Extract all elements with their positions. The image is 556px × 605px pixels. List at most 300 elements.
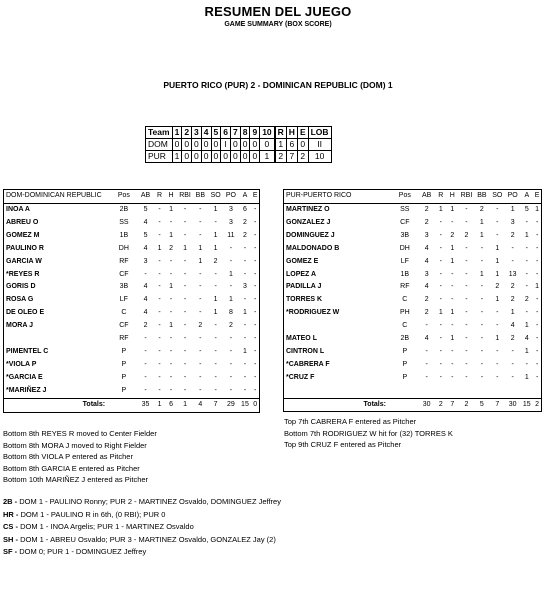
stat-cell: P [402, 360, 408, 368]
stat-cell: 1 [495, 244, 500, 252]
stat-cell: 1 [213, 231, 218, 239]
stat-cell: - [439, 257, 442, 265]
player-name: MATEO L [286, 335, 317, 343]
totals-cell: 6 [165, 398, 178, 411]
stat-cell: 2 [424, 309, 429, 317]
stat-cell: - [243, 257, 247, 265]
stat-cell: 1 [450, 257, 455, 265]
stat-cell [392, 385, 418, 398]
stat-cell: - [253, 322, 257, 330]
stat-cell: - [535, 244, 539, 252]
linescore-runs-cell: 1 [275, 139, 287, 151]
stat-cell: C [402, 322, 408, 330]
stat-cell: - [465, 206, 468, 213]
player-name: GOMEZ M [6, 231, 40, 239]
stat-cell: - [158, 309, 161, 317]
stat-cell: - [253, 386, 257, 394]
stat-cell: - [525, 309, 528, 317]
stat-cell: 1 [213, 309, 218, 317]
totals-cell: 4 [193, 398, 208, 411]
stat-cell: - [535, 270, 539, 278]
linescore-header-cell: E [297, 127, 308, 139]
pur-player-row [284, 307, 541, 320]
stat-cell: 1 [524, 373, 529, 381]
stat-cell: P [121, 386, 127, 394]
stat-cell: - [243, 335, 247, 343]
linescore-lob-cell: II [308, 139, 331, 151]
stat-cell: - [496, 309, 499, 317]
stat-cell: 1 [438, 206, 443, 213]
stat-cell: - [465, 244, 468, 252]
stat-cell: 1 [169, 283, 173, 291]
player-name: *MARIÑEZ J [6, 386, 47, 394]
stat-cell: - [214, 270, 217, 278]
linescore-inning-cell: 0 [172, 139, 182, 151]
linescore-header-cell: R [275, 127, 287, 139]
stat-cell: - [253, 360, 257, 368]
linescore-header-cell: H [286, 127, 297, 139]
stat-cell: - [480, 244, 484, 252]
stat-cell [436, 385, 446, 398]
stat-cell: 5 [524, 206, 529, 213]
stat-cell: 4 [143, 309, 148, 317]
player-name: PADILLA J [286, 283, 322, 291]
player-name: INOA A [6, 206, 30, 213]
stat-cell: 1 [495, 257, 500, 265]
stat-cell: - [465, 296, 468, 304]
linescore-row [146, 139, 332, 151]
stat-cell: - [465, 360, 468, 368]
stat-cell: - [199, 373, 202, 381]
player-name: *RODRIGUEZ W [286, 309, 340, 317]
note-line [3, 496, 281, 509]
stat-cell: 2 [464, 231, 469, 239]
totals-label: Totals: [284, 398, 392, 411]
totals-cell: 7 [446, 398, 459, 411]
stat-cell: 2 [228, 322, 233, 330]
stat-cell: - [465, 257, 468, 265]
stat-cell: RF [119, 257, 129, 265]
pur-player-row [284, 385, 541, 398]
stat-cell: - [229, 386, 233, 394]
dom-header-cell: A [239, 190, 252, 204]
stat-cell [490, 385, 505, 398]
totals-cell: 2 [533, 398, 541, 411]
pur-player-row [284, 359, 541, 372]
player-name: TORRES K [286, 296, 323, 304]
player-name: *GARCIA E [6, 373, 43, 381]
stat-cell: - [496, 347, 499, 355]
note-label: SF - [3, 547, 18, 556]
linescore-inning-cell: 0 [211, 139, 221, 151]
stat-cell: - [144, 335, 147, 343]
stat-cell: - [451, 283, 454, 291]
stat-cell: 2 [243, 231, 247, 239]
stat-cell: - [144, 270, 147, 278]
player-name: GARCIA W [6, 257, 42, 265]
stat-cell: 2 [510, 283, 515, 291]
stat-cell: 1 [450, 335, 455, 343]
totals-cell: 2 [459, 398, 474, 411]
stat-cell: - [169, 386, 173, 394]
dom-player-row [4, 372, 259, 385]
stat-cell: - [158, 218, 161, 226]
pur-header-cell: RBI [459, 190, 474, 204]
stat-cell: - [199, 218, 202, 226]
stat-cell: RF [119, 335, 129, 343]
stat-cell: - [144, 360, 147, 368]
pur-player-row [284, 372, 541, 385]
stat-cell: 1 [243, 309, 247, 317]
stat-cell: - [158, 347, 161, 355]
stat-cell: 3B [400, 231, 410, 239]
stat-cell: 1 [495, 270, 500, 278]
totals-cell: 0 [251, 398, 259, 411]
stat-cell: - [535, 257, 539, 265]
stat-cell: - [214, 386, 217, 394]
substitution-line: Bottom 8th MORA J moved to Right Fielder [3, 440, 147, 450]
dom-player-row [4, 204, 259, 217]
dom-player-row [4, 385, 259, 398]
player-name [284, 320, 392, 333]
player-name: MORA J [6, 322, 33, 330]
stat-cell: - [465, 373, 468, 381]
totals-cell [111, 398, 137, 411]
player-name: MALDONADO B [286, 244, 340, 252]
stat-cell: - [183, 335, 187, 343]
stat-cell: - [183, 231, 187, 239]
stat-cell: - [214, 373, 217, 381]
stat-cell: - [253, 283, 257, 291]
stat-cell: - [439, 322, 442, 330]
player-name: *REYES R [6, 270, 40, 278]
stat-cell: - [183, 206, 187, 213]
stat-cell: 3 [424, 231, 429, 239]
stat-cell: 2 [450, 231, 455, 239]
stat-cell: 1 [169, 206, 173, 213]
stat-cell: - [451, 347, 454, 355]
linescore-hits-cell: 6 [286, 139, 297, 151]
stat-cell: - [480, 257, 484, 265]
note-line [3, 546, 281, 559]
stat-cell: - [511, 244, 514, 252]
stat-cell: - [253, 206, 257, 213]
stat-cell: 1 [438, 309, 443, 317]
stat-cell: - [465, 322, 468, 330]
stat-cell: - [451, 296, 454, 304]
substitution-line: Top 9th CRUZ F entered as Pitcher [284, 440, 402, 449]
linescore-inning-cell: 0 [221, 151, 231, 163]
note-line [3, 534, 281, 547]
stat-cell: - [253, 270, 257, 278]
dom-player-row [4, 333, 259, 346]
pur-header-cell: E [533, 190, 541, 204]
linescore-team-cell: DOM [146, 139, 173, 151]
stat-cell: 1 [479, 218, 484, 226]
stat-cell: - [439, 270, 442, 278]
stat-cell: - [480, 296, 484, 304]
stat-cell: - [214, 283, 217, 291]
linescore-header-cell: 8 [240, 127, 250, 139]
stat-cell: - [511, 373, 514, 381]
note-line [3, 509, 281, 522]
pur-player-row [284, 320, 541, 333]
linescore-inning-cell: 0 [230, 139, 240, 151]
stat-cell: - [425, 347, 428, 355]
stat-cell: 1 [169, 231, 173, 239]
stat-cell: 1 [157, 244, 162, 252]
pur-player-row [284, 346, 541, 359]
linescore-inning-cell: 0 [260, 139, 275, 151]
linescore-inning-cell: 0 [230, 151, 240, 163]
stat-cell: - [229, 283, 233, 291]
stat-cell: - [199, 360, 202, 368]
dom-player-row [4, 294, 259, 307]
note-text: DOM 0; PUR 1 - DOMINGUEZ Jeffrey [17, 547, 147, 556]
stat-cell: - [253, 244, 257, 252]
stat-cell: CF [119, 270, 129, 278]
stat-cell: LF [119, 296, 128, 304]
stat-cell: - [158, 360, 161, 368]
linescore-hits-cell: 7 [286, 151, 297, 163]
stat-cell [459, 385, 474, 398]
totals-cell: 30 [505, 398, 520, 411]
stat-cell: - [169, 257, 173, 265]
stat-cell: - [480, 360, 484, 368]
stat-cell: 2 [424, 296, 429, 304]
stat-cell: - [535, 347, 539, 355]
dom-player-row [4, 243, 259, 256]
stat-cell: - [199, 231, 202, 239]
page-subtitle: GAME SUMMARY (BOX SCORE) [224, 21, 332, 28]
stat-cell: 2 [495, 283, 500, 291]
stat-cell: - [229, 335, 233, 343]
stat-cell: - [183, 283, 187, 291]
linescore-header-cell: 9 [250, 127, 260, 139]
linescore-inning-cell: 0 [240, 139, 250, 151]
player-name: LOPEZ A [286, 270, 317, 278]
linescore-header-cell: LOB [308, 127, 331, 139]
pur-header-cell: Pos [392, 190, 418, 204]
stat-cell: - [214, 218, 217, 226]
stat-cell: - [229, 257, 233, 265]
stat-cell: - [525, 270, 528, 278]
dom-header-cell: SO [208, 190, 223, 204]
stat-cell: 3 [243, 283, 247, 291]
stat-cell: - [158, 386, 161, 394]
pur-player-row [284, 281, 541, 294]
linescore-header-cell: 7 [230, 127, 240, 139]
stat-cell [418, 385, 436, 398]
stat-cell: - [158, 257, 161, 265]
stat-cell: - [525, 218, 528, 226]
linescore-inning-cell: 0 [182, 139, 192, 151]
stat-cell: 4 [424, 244, 429, 252]
player-name: PAULINO R [6, 244, 44, 252]
stat-cell: P [121, 360, 127, 368]
stat-cell: - [253, 231, 257, 239]
stat-cell: - [253, 257, 257, 265]
stat-cell: - [480, 373, 484, 381]
stat-cell: - [451, 218, 454, 226]
pur-header-cell: AB [418, 190, 436, 204]
note-text: DOM 1 - INOA Argelis; PUR 1 - MARTINEZ Osvaldo [18, 522, 194, 531]
player-name: GORIS D [6, 283, 36, 291]
pur-player-row [284, 294, 541, 307]
note-line [3, 521, 281, 534]
stat-cell: CF [400, 218, 410, 226]
stat-cell: 2B [400, 335, 410, 343]
stat-cell: - [465, 283, 468, 291]
stat-cell: 2B [119, 206, 129, 213]
stat-cell: 1 [524, 322, 529, 330]
totals-cell: 5 [474, 398, 489, 411]
stat-cell: 1 [479, 270, 484, 278]
pur-header-cell: SO [490, 190, 505, 204]
stat-cell [520, 385, 533, 398]
linescore-header-cell: 4 [201, 127, 211, 139]
stat-cell: - [183, 257, 187, 265]
stat-cell: - [199, 347, 202, 355]
stat-cell: 2 [510, 296, 515, 304]
stat-cell: - [425, 360, 428, 368]
stat-cell: - [199, 270, 202, 278]
substitution-line: Bottom 8th GARCIA E entered as Pitcher [3, 463, 140, 473]
stat-cell: - [511, 257, 514, 265]
stat-cell: 4 [143, 296, 148, 304]
stat-cell: - [243, 386, 247, 394]
stat-cell: - [525, 283, 528, 291]
linescore-team-cell: PUR [146, 151, 173, 163]
totals-cell: 15 [239, 398, 252, 411]
pur-player-row [284, 256, 541, 269]
dom-box-score [3, 189, 260, 413]
stat-cell: - [451, 270, 454, 278]
stat-cell: 2 [424, 218, 429, 226]
dom-header-cell: R [154, 190, 164, 204]
stat-cell: 4 [143, 218, 148, 226]
stat-cell: - [535, 296, 539, 304]
stat-cell: 1B [119, 231, 129, 239]
stat-cell: - [158, 335, 161, 343]
totals-cell: 7 [208, 398, 223, 411]
dom-player-row [4, 281, 259, 294]
stat-cell: - [183, 360, 187, 368]
stat-cell: - [511, 347, 514, 355]
stat-cell: - [465, 218, 468, 226]
stat-cell: - [169, 347, 173, 355]
linescore-runs-cell: 2 [275, 151, 287, 163]
stat-cell: - [480, 322, 484, 330]
stat-cell: - [158, 270, 161, 278]
linescore-inning-cell: 0 [211, 151, 221, 163]
stat-cell: 1 [213, 244, 218, 252]
dom-player-row [4, 359, 259, 372]
pur-totals-row [284, 398, 541, 411]
stat-cell: 1 [213, 206, 218, 213]
stat-cell: - [229, 244, 233, 252]
stat-cell: 4 [424, 335, 429, 343]
substitution-line: Bottom 8th REYES R moved to Center Fielder [3, 429, 157, 438]
stat-cell: - [183, 296, 187, 304]
stat-cell: - [183, 218, 187, 226]
stat-cell [474, 385, 489, 398]
linescore-table [145, 126, 332, 163]
stat-cell: - [525, 257, 528, 265]
stat-cell: 6 [243, 206, 247, 213]
stat-cell: 2 [510, 231, 515, 239]
stat-cell: 3 [510, 218, 515, 226]
stat-cell: - [496, 206, 499, 213]
dom-header-row [4, 190, 259, 204]
stat-cell: - [253, 335, 257, 343]
stat-cell: LF [400, 257, 409, 265]
pur-header-cell: H [446, 190, 459, 204]
stat-cell: - [199, 335, 202, 343]
stat-cell: - [439, 335, 442, 343]
stat-cell: - [525, 360, 528, 368]
linescore-header-cell: 10 [260, 127, 275, 139]
stat-cell: CF [119, 322, 129, 330]
stat-cell: P [402, 347, 408, 355]
stat-cell: 4 [143, 283, 148, 291]
stat-cell: - [214, 322, 217, 330]
stat-cell: - [253, 218, 257, 226]
stat-cell: - [183, 309, 187, 317]
stat-cell: - [183, 386, 187, 394]
stat-cell: - [243, 360, 247, 368]
stat-cell: - [535, 231, 539, 239]
stat-cell: 1 [183, 244, 187, 252]
player-name [4, 333, 111, 346]
stat-cell: - [465, 270, 468, 278]
stat-cell: 1 [495, 335, 500, 343]
stat-cell: - [199, 386, 202, 394]
pur-header-row [284, 190, 541, 204]
stat-cell: - [243, 296, 247, 304]
player-name: *CRUZ F [286, 373, 315, 381]
stat-cell: DH [118, 244, 129, 252]
stat-cell: - [169, 360, 173, 368]
note-label: 2B - [3, 497, 18, 506]
stat-cell: 2 [143, 322, 148, 330]
stat-cell: - [496, 373, 499, 381]
pur-player-row [284, 333, 541, 346]
stat-cell: - [465, 347, 468, 355]
stat-cell: - [243, 322, 247, 330]
pur-player-row [284, 243, 541, 256]
dom-player-row [4, 217, 259, 230]
stat-cell: - [214, 347, 217, 355]
stat-cell: 1 [450, 309, 455, 317]
player-name: ABREU O [6, 218, 39, 226]
stat-cell: - [439, 244, 442, 252]
stat-cell: SS [400, 206, 410, 213]
stat-cell: - [169, 218, 173, 226]
stat-cell: - [199, 283, 202, 291]
stat-cell: - [183, 270, 187, 278]
dom-header-cell: BB [193, 190, 208, 204]
player-name: *CABRERA F [286, 360, 330, 368]
substitution-line: Bottom 7th RODRIGUEZ W hit for (32) TORRES K [284, 428, 453, 438]
stat-cell: 1 [228, 296, 233, 304]
stat-cell: - [144, 386, 147, 394]
dom-header-cell: Pos [111, 190, 137, 204]
stat-cell: - [253, 296, 257, 304]
stat-cell: PH [399, 309, 410, 317]
stat-cell: P [121, 373, 127, 381]
stat-cell: - [496, 360, 499, 368]
